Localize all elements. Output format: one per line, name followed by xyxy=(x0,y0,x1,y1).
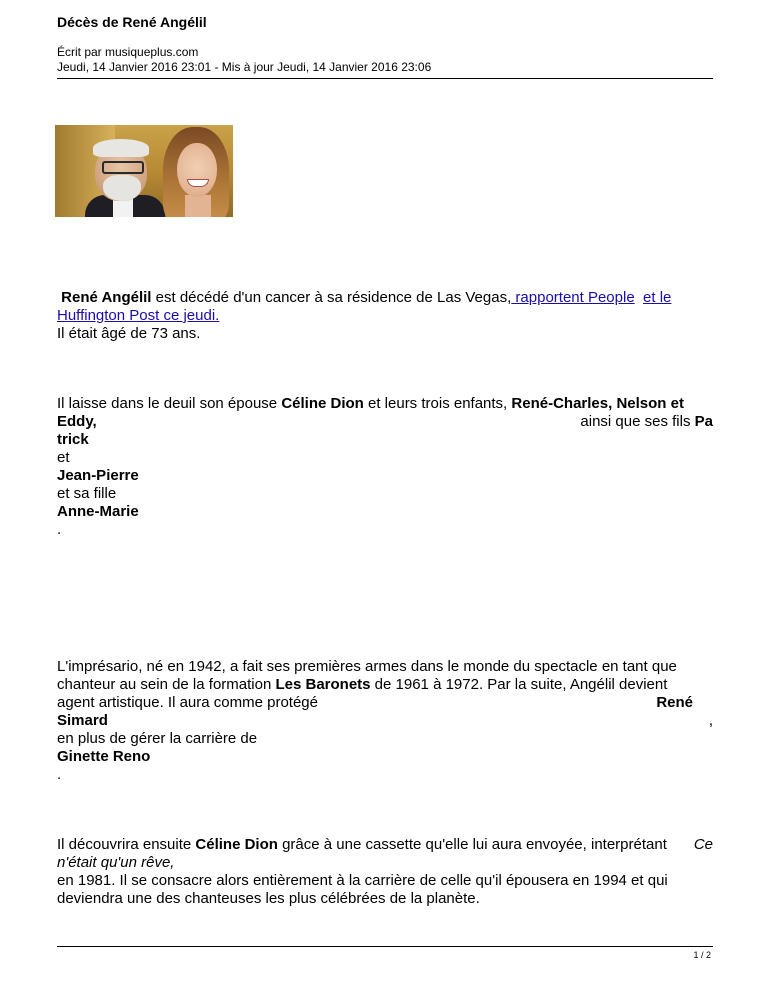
article-photo xyxy=(55,125,233,217)
page-number: 1 / 2 xyxy=(693,950,711,960)
paragraph-4: Il découvrira ensuite Céline Dion grâce à une cassette qu'elle lui aura envoyée, interprétant Ce n'était qu'un rêve, en 1981. Il se consacre alors entièrement à la carrière de celle qu'il épousera en 1994 et qui deviendra une des chanteuses les plus célébrées de la planète. xyxy=(57,836,713,907)
paragraph-2: Il laisse dans le deuil son épouse Céline Dion et leurs trois enfants, René-Charles, Nelson et Eddy, ainsi que ses fils Pa trick et Jean-Pierre et sa fille Anne-Marie . xyxy=(57,395,713,538)
person-name: René Angélil xyxy=(61,289,152,306)
author-line: Écrit par musiqueplus.com xyxy=(57,45,199,59)
footer-divider xyxy=(57,946,713,947)
huffington-link[interactable]: et le Huffington Post ce jeudi. xyxy=(57,289,672,324)
age-text: Il était âgé de 73 ans. xyxy=(57,325,201,342)
header-divider xyxy=(57,78,713,79)
paragraph-3: L'imprésario, né en 1942, a fait ses premières armes dans le monde du spectacle en tant que chanteur au sein de la formation Les Baronets de 1961 à 1972. Par la suite, Angélil devient agent artistique. Il aura comme protégé René Simard , en plus de gérer la carrière de Ginette Reno . xyxy=(57,658,713,783)
date-line: Jeudi, 14 Janvier 2016 23:01 - Mis à jour Jeudi, 14 Janvier 2016 23:06 xyxy=(57,60,432,74)
byline xyxy=(57,45,431,75)
paragraph-1: René Angélil est décédé d'un cancer à sa résidence de Las Vegas, rapportent People et le Huffington Post ce jeudi. Il était âgé de 73 ans. xyxy=(57,289,713,343)
page-title: Décès de René Angélil xyxy=(57,14,207,30)
people-link[interactable]: rapportent People xyxy=(511,289,635,306)
